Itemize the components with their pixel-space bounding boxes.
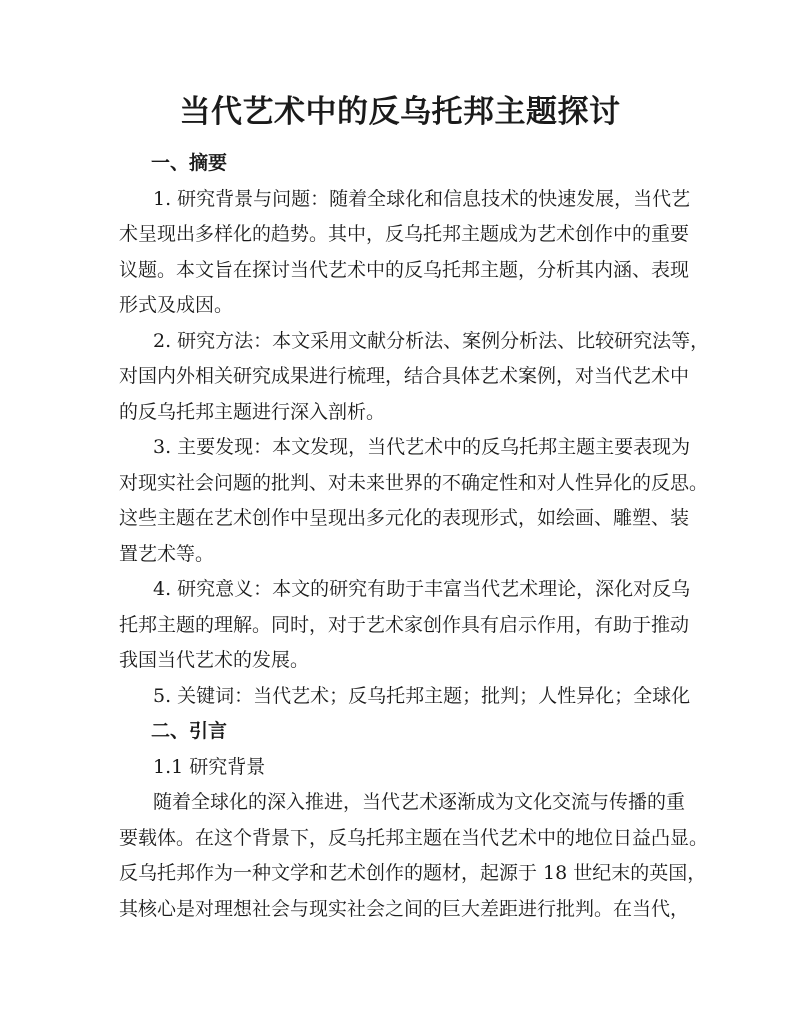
paragraph-line: 其核心是对理想社会与现实社会之间的巨大差距进行批判。在当代， bbox=[119, 898, 690, 920]
paragraph-line: 4. 研究意义：本文的研究有助于丰富当代艺术理论，深化对反乌 bbox=[153, 578, 691, 600]
paragraph-line: 我国当代艺术的发展。 bbox=[119, 649, 310, 671]
subsection-heading-background: 1.1 研究背景 bbox=[153, 756, 266, 778]
paragraph-line: 反乌托邦作为一种文学和艺术创作的题材，起源于 18 世纪末的英国， bbox=[119, 862, 707, 884]
paragraph-line: 要载体。在这个背景下，反乌托邦主题在当代艺术中的地位日益凸显。 bbox=[119, 827, 709, 849]
paragraph-line: 形式及成因。 bbox=[119, 294, 234, 316]
paragraph-line: 术呈现出多样化的趋势。其中，反乌托邦主题成为艺术创作中的重要 bbox=[119, 223, 690, 245]
section-heading-introduction: 二、引言 bbox=[151, 720, 228, 742]
keywords-line: 5. 关键词：当代艺术；反乌托邦主题；批判；人性异化；全球化 bbox=[153, 685, 691, 707]
section-heading-abstract: 一、摘要 bbox=[151, 152, 228, 174]
paragraph-line: 这些主题在艺术创作中呈现出多元化的表现形式，如绘画、雕塑、装 bbox=[119, 507, 690, 529]
paragraph-line: 随着全球化的深入推进，当代艺术逐渐成为文化交流与传播的重 bbox=[153, 791, 686, 813]
paragraph-line: 置艺术等。 bbox=[119, 543, 215, 565]
paragraph-line: 托邦主题的理解。同时，对于艺术家创作具有启示作用，有助于推动 bbox=[119, 614, 690, 636]
document-title: 当代艺术中的反乌托邦主题探讨 bbox=[179, 94, 621, 130]
paragraph-line: 3. 主要发现：本文发现，当代艺术中的反乌托邦主题主要表现为 bbox=[153, 436, 691, 458]
paragraph-line: 1. 研究背景与问题：随着全球化和信息技术的快速发展，当代艺 bbox=[153, 188, 691, 210]
paragraph-line: 2. 研究方法：本文采用文献分析法、案例分析法、比较研究法等， bbox=[153, 330, 710, 352]
paragraph-line: 议题。本文旨在探讨当代艺术中的反乌托邦主题，分析其内涵、表现 bbox=[119, 259, 690, 281]
paragraph-line: 对现实社会问题的批判、对未来世界的不确定性和对人性异化的反思。 bbox=[119, 472, 709, 494]
paragraph-line: 对国内外相关研究成果进行梳理，结合具体艺术案例，对当代艺术中 bbox=[119, 365, 690, 387]
paragraph-line: 的反乌托邦主题进行深入剖析。 bbox=[119, 401, 386, 423]
